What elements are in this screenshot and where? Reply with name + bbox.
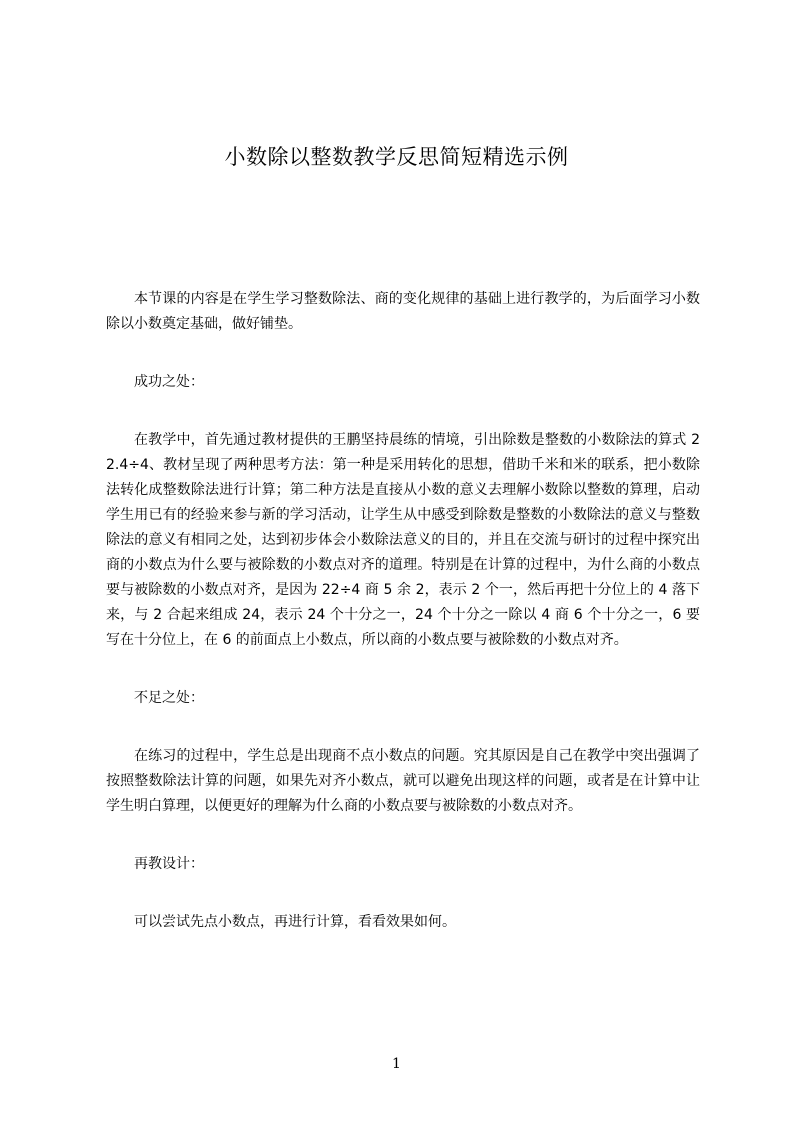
- heading-strengths: 成功之处：: [134, 374, 204, 390]
- paragraph-weaknesses: 在练习的过程中，学生总是出现商不点小数点的问题。究其原因是自己在教学中突出强调了按照整数除法计算的问题，如果先对齐小数点，就可以避免出现这样的问题，或者是在计算中让学生明白算理，以便更好的理解为什么商的小数点要与被除数的小数点对齐。: [106, 748, 700, 814]
- paragraph-strengths: 在教学中，首先通过教材提供的王鹏坚持晨练的情境，引出除数是整数的小数除法的算式 22.4÷4、教材呈现了两种思考方法：第一种是采用转化的思想，借助千米和米的联系，把小数除法转化成整数除法进行计算；第二种方法是直接从小数的意义去理解小数除以整数的算理，启动学生用已有的经验来参与新的学习活动，让学生从中感受到除数是整数的小数除法的意义与整数除法的意义有相同之处，达到初步体会小数除法意义的目的，并且在交流与研讨的过程中探究出商的小数点为什么要与被除数的小数点对齐的道理。特别是在计算的过程中，为什么商的小数点要与被除数的小数点对齐，是因为 22÷4 商 5 余 2，表示 2 个一，然后再把十分位上的 4 落下来，与 2 合起来组成 24，表示 24 个十分之一，24 个十分之一除以 4 商 6 个十分之一，6 要写在十分位上，在 6 的前面点上小数点，所以商的小数点要与被除数的小数点对齐。: [106, 432, 700, 648]
- paragraph-redesign: 可以尝试先点小数点，再进行计算，看看效果如何。: [134, 914, 456, 930]
- page-number: 1: [392, 1056, 401, 1072]
- paragraph-intro: 本节课的内容是在学生学习整数除法、商的变化规律的基础上进行教学的，为后面学习小数除以小数奠定基础，做好铺垫。: [106, 291, 700, 332]
- heading-redesign: 再教设计：: [134, 856, 204, 872]
- document-body: [106, 287, 700, 968]
- heading-weaknesses: 不足之处：: [134, 690, 204, 706]
- document-title: 小数除以整数教学反思简短精选示例: [224, 145, 569, 169]
